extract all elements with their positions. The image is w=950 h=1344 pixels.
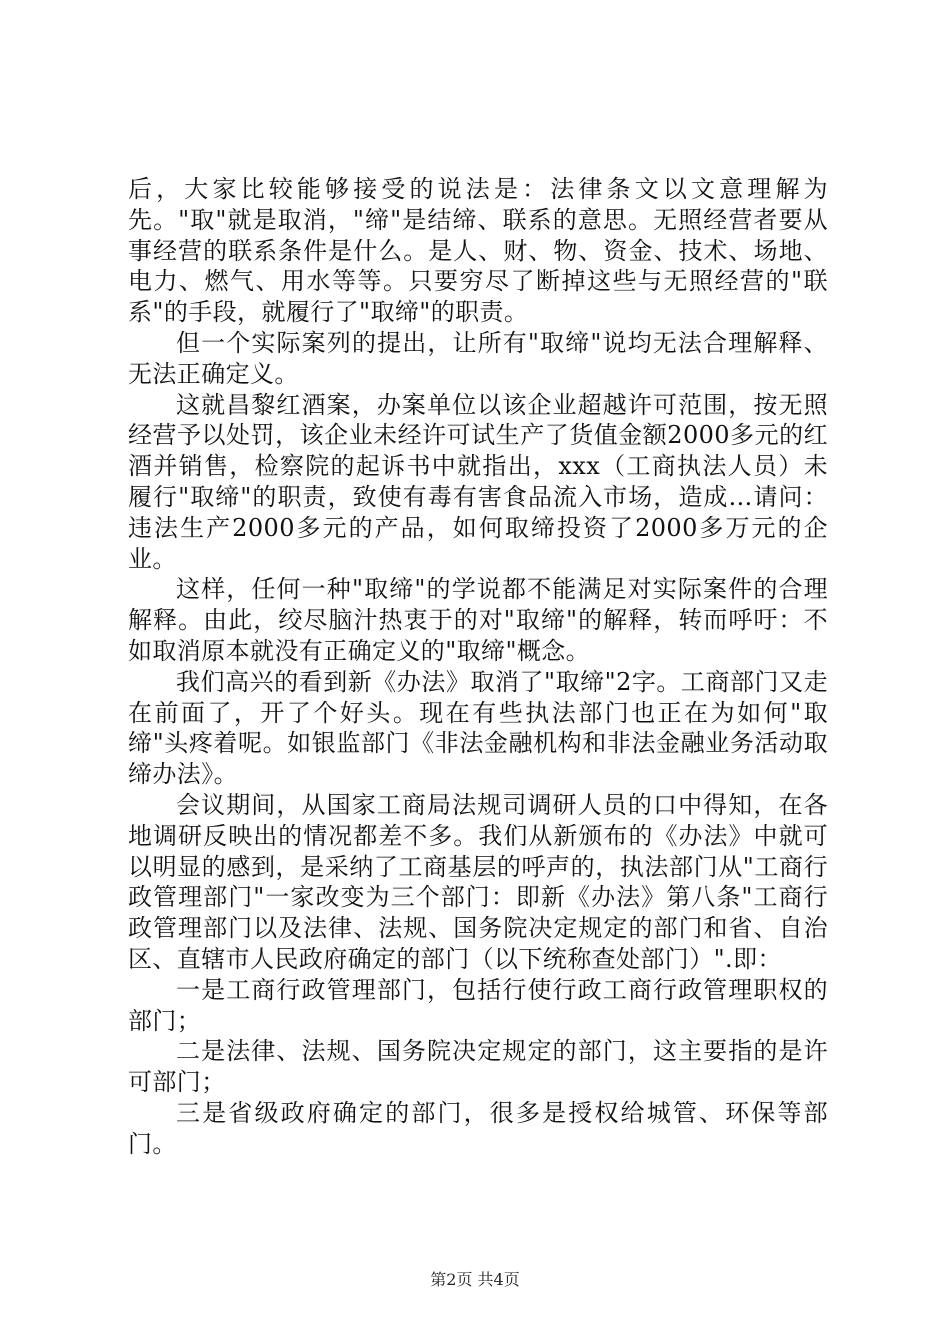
- paragraph-item-three: 三是省级政府确定的部门，很多是授权给城管、环保等部门。: [128, 1098, 828, 1158]
- paragraph-call-to-abolish: 这样，任何一种"取缔"的学说都不能满足对实际案件的合理解释。由此，绞尽脑汁热衷于的对"取缔"的解释，转而呼吁：不如取消原本就没有正确定义的"取缔"概念。: [128, 575, 828, 665]
- paragraph-changli-case: 这就昌黎红酒案，办案单位以该企业超越许可范围，按无照经营予以处罚，该企业未经许可试生产了货值金额2000多元的红酒并销售，检察院的起诉书中就指出，xxx（工商执法人员）未履行"取缔"的职责，致使有毒有害食品流入市场，造成…请问：违法生产2000多元的产品，如何取缔投资了2000多万元的企业。: [128, 390, 828, 573]
- paragraph-case-intro: 但一个实际案列的提出，让所有"取缔"说均无法合理解释、无法正确定义。: [128, 328, 828, 388]
- paragraph-item-one: 一是工商行政管理部门，包括行使行政工商行政管理职权的部门；: [128, 975, 828, 1035]
- paragraph-item-two: 二是法律、法规、国务院决定规定的部门，这主要指的是许可部门；: [128, 1037, 828, 1097]
- page-number-footer: 第2页 共4页: [430, 1270, 520, 1289]
- paragraph-continuation: 后，大家比较能够接受的说法是：法律条文以文意理解为先。"取"就是取消，"缔"是结缔、联系的意思。无照经营者要从事经营的联系条件是什么。是人、财、物、资金、技术、场地、电力、燃气、用水等等。只要穷尽了断掉这些与无照经营的"联系"的手段，就履行了"取缔"的职责。: [128, 175, 828, 327]
- paragraph-meeting: 会议期间，从国家工商局法规司调研人员的口中得知，在各地调研反映出的情况都差不多。我们从新颁布的《办法》中就可以明显的感到，是采纳了工商基层的呼声的，执法部门从"工商行政管理部门"一家改变为三个部门：即新《办法》第八条"工商行政管理部门以及法律、法规、国务院决定规定的部门和省、自治区、直辖市人民政府确定的部门（以下统称查处部门）".即：: [128, 790, 828, 973]
- document-body: [128, 174, 828, 1160]
- paragraph-new-measures: 我们高兴的看到新《办法》取消了"取缔"2字。工商部门又走在前面了，开了个好头。现在有些执法部门也正在为如何"取缔"头疼着呢。如银监部门《非法金融机构和非法金融业务活动取缔办法》。: [128, 667, 828, 789]
